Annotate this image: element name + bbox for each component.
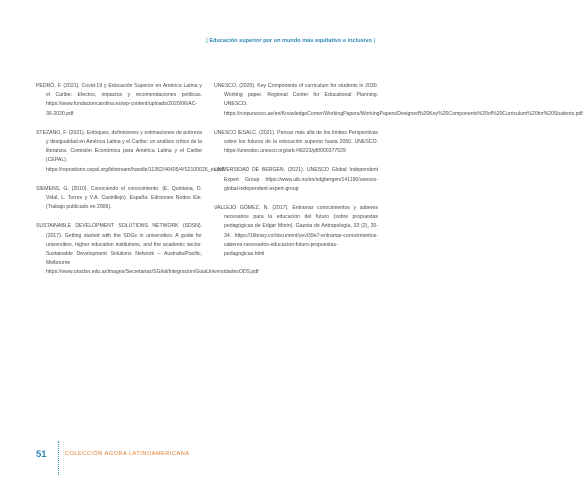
header-close-bracket: ]	[373, 38, 375, 44]
reference-entry: UNESCO. (2020). Key Components of curriculum for students in 2030. Working paper. Regional Center for Educational Planning. UNESCO. https://rcepunesco.ae/en/KnowledgeCorner/WorkingPapers/WorkingPapers/Designed%20Key%20Components%20of%20Curriculum%20for%20Students.pdf	[214, 83, 583, 117]
footer-dotted-divider	[58, 441, 59, 475]
running-header	[206, 38, 375, 44]
collection-name: COLECCIÓN AGORA LATINOAMERICANA	[65, 451, 190, 457]
reference-entry: VALLEJO GÓMEZ, N. (2017). Entramar conocimientos y saberes necesarios para la educación del futuro (sobre propuestas pedagógicas de Edgar Morin). Gazeta de Antropología, 33 (2), 20-34. https://1library.co/document/yevl39e7-entramar-conocimientos-saberes-necesarios-educacion-futuro-propuestas-pedagogicas.html	[214, 205, 378, 258]
references-right-column	[214, 82, 583, 259]
reference-entry: UNESCO IESALC. (2021). Pensar más allá de los límites Perspectivas sobre los futuros de la educación superior hasta 2050. UNESCO. https://unesdoc.unesco.org/ark:/48223/pf0000377529	[214, 129, 378, 155]
page-number: 51	[36, 448, 47, 460]
reference-entry: SUSTAINABLE DEVELOPMENT SOLUTIONS NETWORK (SDSN). (2017). Getting started with the SDGs in universities: A guide for universities, higher education institutions, and the academic sector. Sustainable Development Solutions Network – Australia/Pacific, Melbourne https://www.unsdsn.edu.ar/images/Secretarias/SG/ial/Integracion/GuiaUniversidadesODS.pdf	[36, 223, 259, 276]
header-title: Educación superior por un mundo más equitativo e inclusivo	[209, 38, 372, 44]
page-footer	[36, 446, 190, 462]
reference-entry: UNIVERSIDAD DE BERGEN. (2021). UNESCO Global Independent Expert Group https://www.uib.no/en/sdgbergen/141190/unesco-global-independent-expert-group	[214, 167, 378, 192]
reference-entry: SIEMENS, G. (2010). Conociendo el conocimiento. (E. Quintana, D. Vidal, L. Torres y V.A. Castrillejo). España: Ediciones Nodos Ele. (Trabajo publicado en 2006).	[36, 185, 202, 211]
reference-entry: STEZANO, F. (2021). Enfoques, definiciones y estimaciones de pobreza y desigualdad en América Latina y el Caribe: un análisis crítico de la literatura. Comisión Económica para América Latina y el Caribe (CEPAL). https://repositorio.cepal.org/bitstream/handle/11362/46405/4/S2100026_es.pdf	[36, 129, 225, 173]
references-left-column	[36, 82, 259, 278]
reference-entry: PEDRÓ, F. (2021). Covid-19 y Educación Superior en América Latina y el Caribe: Efectos, impactos y recomendaciones políticas. https://www.fundacioncarolina.es/wp-content/uploads/2020/06/AC-36-2020.pdf	[36, 83, 202, 117]
header-open-bracket: [	[206, 38, 208, 44]
